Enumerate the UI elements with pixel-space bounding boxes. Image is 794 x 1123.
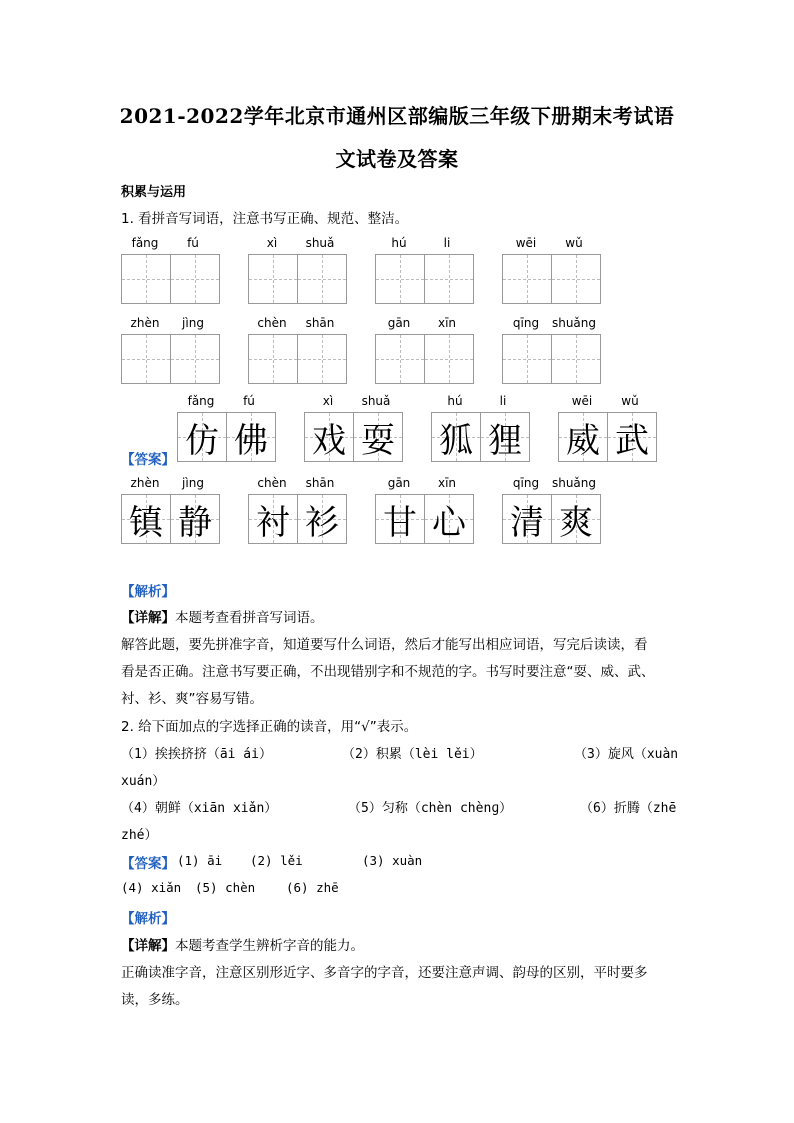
answer-char: 清	[510, 502, 544, 543]
q2-answer: (6) zhē	[286, 880, 339, 895]
answer-box	[431, 412, 529, 462]
detail-label: 【详解】	[121, 938, 175, 954]
answer-char: 威	[566, 420, 600, 461]
section-heading: 积累与运用	[121, 185, 187, 200]
pinyin: qīng	[512, 476, 540, 490]
detail-label: 【详解】	[121, 610, 175, 626]
pinyin: shān	[305, 476, 335, 490]
pinyin: shuǎng	[551, 316, 597, 330]
pinyin: qīng	[512, 316, 540, 330]
q2-answer: (5) chèn	[195, 880, 256, 895]
q2-item: （6）折腾（zhē	[580, 801, 677, 816]
q2-item: zhé）	[121, 828, 158, 843]
answer-box	[502, 494, 600, 544]
writing-box[interactable]	[502, 334, 600, 384]
pinyin: xì	[266, 236, 278, 250]
pinyin: hú	[447, 394, 463, 408]
writing-box[interactable]	[375, 334, 473, 384]
analysis-paragraph-line: 看是否正确。注意书写要正确，不出现错别字和不规范的字。书写时要注意“耍、威、武、	[121, 664, 655, 680]
q2-answer: (1) āi	[177, 853, 223, 868]
pinyin: li	[443, 236, 451, 250]
pinyin: shuǎng	[551, 476, 597, 490]
pinyin: xì	[322, 394, 334, 408]
pinyin: jìng	[182, 476, 204, 490]
pinyin: wǔ	[565, 236, 583, 250]
answer-char: 静	[178, 502, 212, 543]
pinyin: xīn	[437, 316, 457, 330]
analysis-paragraph-line: 读，多练。	[121, 992, 189, 1008]
pinyin: chèn	[257, 316, 287, 330]
document-title-line-2: 文试卷及答案	[335, 147, 459, 171]
answer-char: 耍	[361, 420, 395, 461]
writing-box[interactable]	[248, 254, 346, 304]
answer-label: 【答案】	[121, 856, 175, 872]
writing-box[interactable]	[121, 254, 219, 304]
answer-char: 爽	[559, 502, 593, 543]
answer-char: 仿	[185, 420, 219, 461]
answer-box	[121, 494, 219, 544]
q2-answer: (2) lěi	[250, 853, 303, 868]
writing-box[interactable]	[375, 254, 473, 304]
detail-line	[121, 934, 364, 954]
writing-box[interactable]	[502, 254, 600, 304]
q1-prompt: 1. 看拼音写词语，注意书写正确、规范、整洁。	[121, 211, 409, 227]
q2-item: （1）挨挨挤挤（āi ái）	[121, 747, 272, 762]
pinyin: wǔ	[621, 394, 639, 408]
answer-char: 狐	[439, 420, 473, 461]
answer-box	[375, 494, 473, 544]
pinyin: wēi	[571, 394, 593, 408]
pinyin: xīn	[437, 476, 457, 490]
answer-char: 甘	[383, 502, 417, 543]
detail-text: 本题考查看拼音写词语。	[175, 610, 324, 626]
analysis-paragraph-line: 解答此题，要先拼准字音，知道要写什么词语，然后才能写出相应词语，写完后读读，看	[121, 637, 648, 653]
q2-answer: (4) xiǎn	[121, 880, 182, 895]
pinyin: zhèn	[130, 316, 160, 330]
analysis-label: 【解析】	[121, 584, 175, 600]
q2-item: （4）朝鲜（xiān xiǎn）	[121, 801, 278, 816]
q2-item: （2）积累（lèi lěi）	[342, 747, 483, 762]
answer-box	[177, 412, 275, 462]
analysis-paragraph-line: 衬、衫、爽”容易写错。	[121, 691, 263, 707]
detail-text: 本题考查学生辨析字音的能力。	[175, 938, 364, 954]
writing-box[interactable]	[121, 334, 219, 384]
pinyin: gān	[387, 316, 411, 330]
q2-prompt: 2. 给下面加点的字选择正确的读音，用“√”表示。	[121, 719, 418, 735]
answer-char: 佛	[234, 420, 268, 461]
answer-char: 戏	[312, 420, 346, 461]
q2-item: （3）旋风（xuàn	[574, 747, 679, 762]
answer-box	[558, 412, 656, 462]
answer-char: 狸	[488, 420, 522, 461]
pinyin: gān	[387, 476, 411, 490]
writing-box[interactable]	[248, 334, 346, 384]
answer-char: 衫	[305, 502, 339, 543]
pinyin: fú	[243, 394, 255, 408]
document-title-line-1: 2021-2022学年北京市通州区部编版三年级下册期末考试语	[119, 104, 675, 128]
pinyin: jìng	[182, 316, 204, 330]
pinyin: fǎng	[131, 236, 159, 250]
pinyin: chèn	[257, 476, 287, 490]
q2-item: （5）匀称（chèn chènɡ）	[348, 801, 513, 816]
answer-char: 镇	[129, 502, 163, 543]
pinyin: hú	[391, 236, 407, 250]
pinyin: li	[499, 394, 507, 408]
answer-box	[304, 412, 402, 462]
q2-answer: (3) xuàn	[362, 853, 423, 868]
answer-box	[248, 494, 346, 544]
answer-char: 衬	[256, 502, 290, 543]
pinyin: fǎng	[187, 394, 215, 408]
analysis-label: 【解析】	[121, 911, 175, 927]
pinyin: shuǎ	[361, 394, 391, 408]
pinyin: shān	[305, 316, 335, 330]
detail-line	[121, 606, 324, 626]
pinyin: zhèn	[130, 476, 160, 490]
answer-label: 【答案】	[121, 452, 175, 468]
pinyin: fú	[187, 236, 199, 250]
answer-char: 心	[432, 502, 466, 543]
pinyin: shuǎ	[305, 236, 335, 250]
answer-char: 武	[615, 420, 649, 461]
pinyin: wēi	[515, 236, 537, 250]
analysis-paragraph-line: 正确读准字音，注意区别形近字、多音字的字音，还要注意声调、韵母的区别，平时要多	[121, 965, 648, 981]
q2-item: xuán）	[121, 774, 166, 789]
